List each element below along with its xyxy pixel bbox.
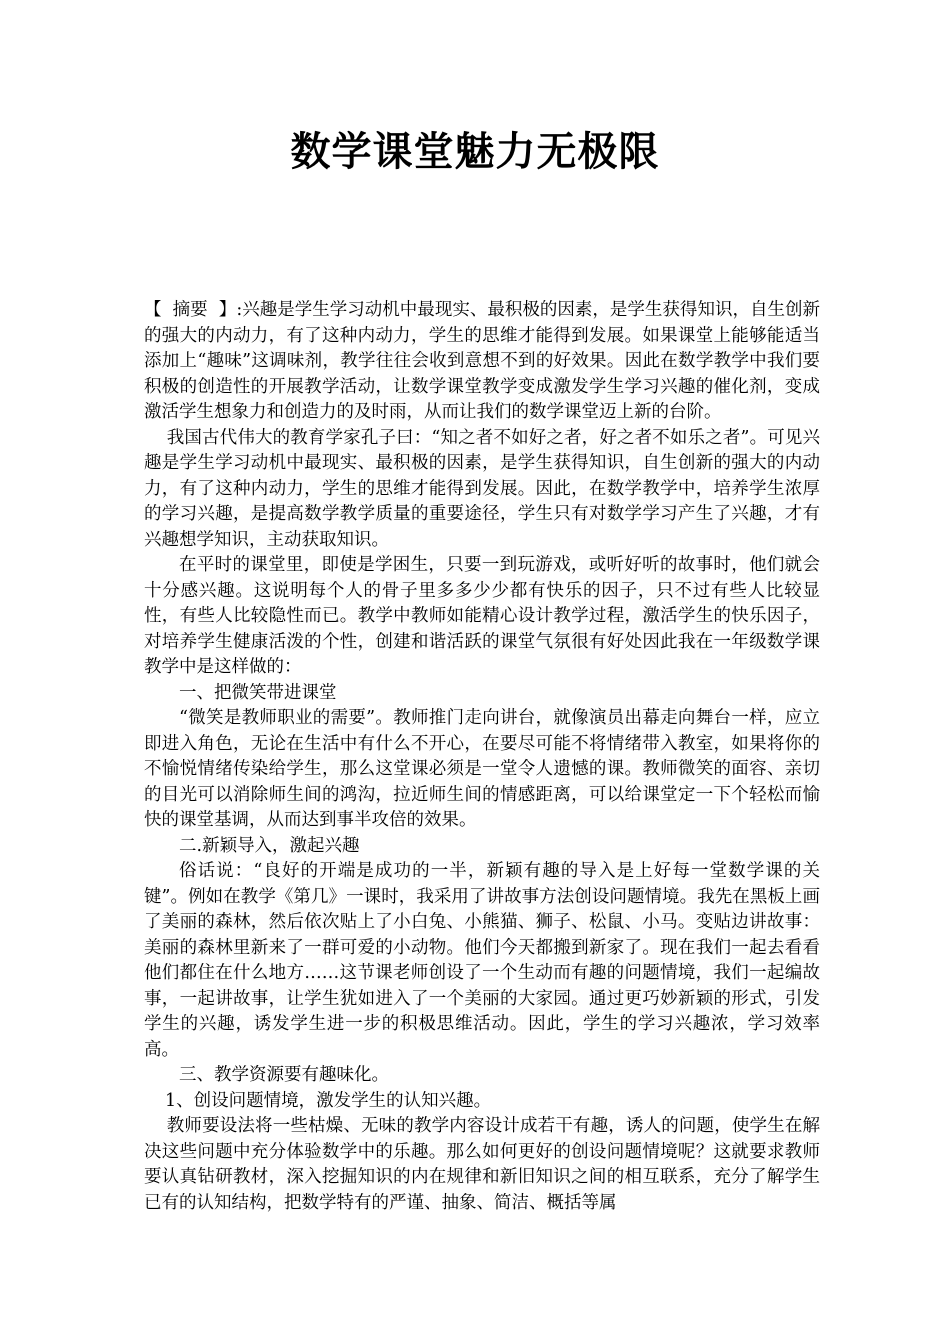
abstract-label: 【 摘要 】	[144, 300, 237, 320]
document-title: 数学课堂魅力无极限	[290, 129, 660, 175]
paragraph-confucius: 我国古代伟大的教育学家孔子曰：“知之者不如好之者，好之者不如乐之者”。可见兴趣是学生学习动机中最现实、最积极的因素，是学生获得知识，自生创新的强大的内动力，有了这种内动力，学生的思维才能得到发展。因此，在数学教学中，培养学生浓厚的学习兴趣，是提高数学教学质量的重要途径，学生只有对数学学习产生了兴趣，才有兴趣想学知识，主动获取知识。	[144, 427, 820, 550]
section-heading-2: 二.新颖导入，激起兴趣	[179, 835, 360, 856]
abstract-text: :兴趣是学生学习动机中最现实、最积极的因素，是学生获得知识，自生创新的强大的内动力，有了这种内动力，学生的思维才能得到发展。如果课堂上能够能适当添加上“趣味”这调味剂，教学往往会收到意想不到的好效果。因此在数学教学中我们要积极的创造性的开展教学活动，让数学课堂教学变成激发学生学习兴趣的催化剂，变成激活学生想象力和创造力的及时雨，从而让我们的数学课堂迈上新的台阶。	[144, 300, 820, 422]
abstract-paragraph	[144, 298, 820, 426]
section-heading-3: 三、教学资源要有趣味化。	[179, 1065, 389, 1085]
subsection-heading-1: 1、创设问题情境，激发学生的认知兴趣。	[165, 1090, 492, 1111]
paragraph-introduction: 俗话说：“良好的开端是成功的一半，新颖有趣的导入是上好每一堂数学课的关键”。例如在教学《第几》一课时，我采用了讲故事方法创设问题情境。我先在黑板上画了美丽的森林，然后依次贴上了小白兔、小熊猫、狮子、松鼠、小马。变贴边讲故事：美丽的森林里新来了一群可爱的小动物。他们今天都搬到新家了。现在我们一起去看看他们都住在什么地方……这节课老师创设了一个生动而有趣的问题情境，我们一起编故事，一起讲故事，让学生犹如进入了一个美丽的大家园。通过更巧妙新颖的形式，引发学生的兴趣，诱发学生进一步的积极思维活动。因此，学生的学习兴趣浓，学习效率高。	[144, 861, 820, 1060]
paragraph-smile: “微笑是教师职业的需要”。教师推门走向讲台，就像演员出幕走向舞台一样，应立即进入角色，无论在生活中有什么不开心，在要尽可能不将情绪带入教室，如果将你的不愉悦情绪传染给学生，那么这堂课必须是一堂令人遗憾的课。教师微笑的面容、亲切的目光可以消除师生间的鸿沟，拉近师生间的情感距离，可以给课堂定一下个轻松而愉快的课堂基调，从而达到事半攻倍的效果。	[144, 708, 820, 830]
section-heading-1: 一、把微笑带进课堂	[179, 682, 337, 703]
paragraph-classroom: 在平时的课堂里，即使是学困生，只要一到玩游戏，或听好听的故事时，他们就会十分感兴趣。这说明每个人的骨子里多多少少都有快乐的因子，只不过有些人比较显性，有些人比较隐性而已。教学中教师如能精心设计教学过程，激活学生的快乐因子，对培养学生健康活泼的个性，创建和谐活跃的课堂气氛很有好处因此我在一年级数学课教学中是这样做的：	[144, 555, 820, 677]
paragraph-problem-situation: 教师要设法将一些枯燥、无味的教学内容设计成若干有趣，诱人的问题，使学生在解决这些问题中充分体验数学中的乐趣。那么如何更好的创设问题情境呢？这就要求教师要认真钻研教材，深入挖掘知识的内在规律和新旧知识之间的相互联系，充分了解学生已有的认知结构，把数学特有的严谨、抽象、简洁、概括等属	[144, 1116, 820, 1213]
document-body	[144, 298, 820, 1216]
